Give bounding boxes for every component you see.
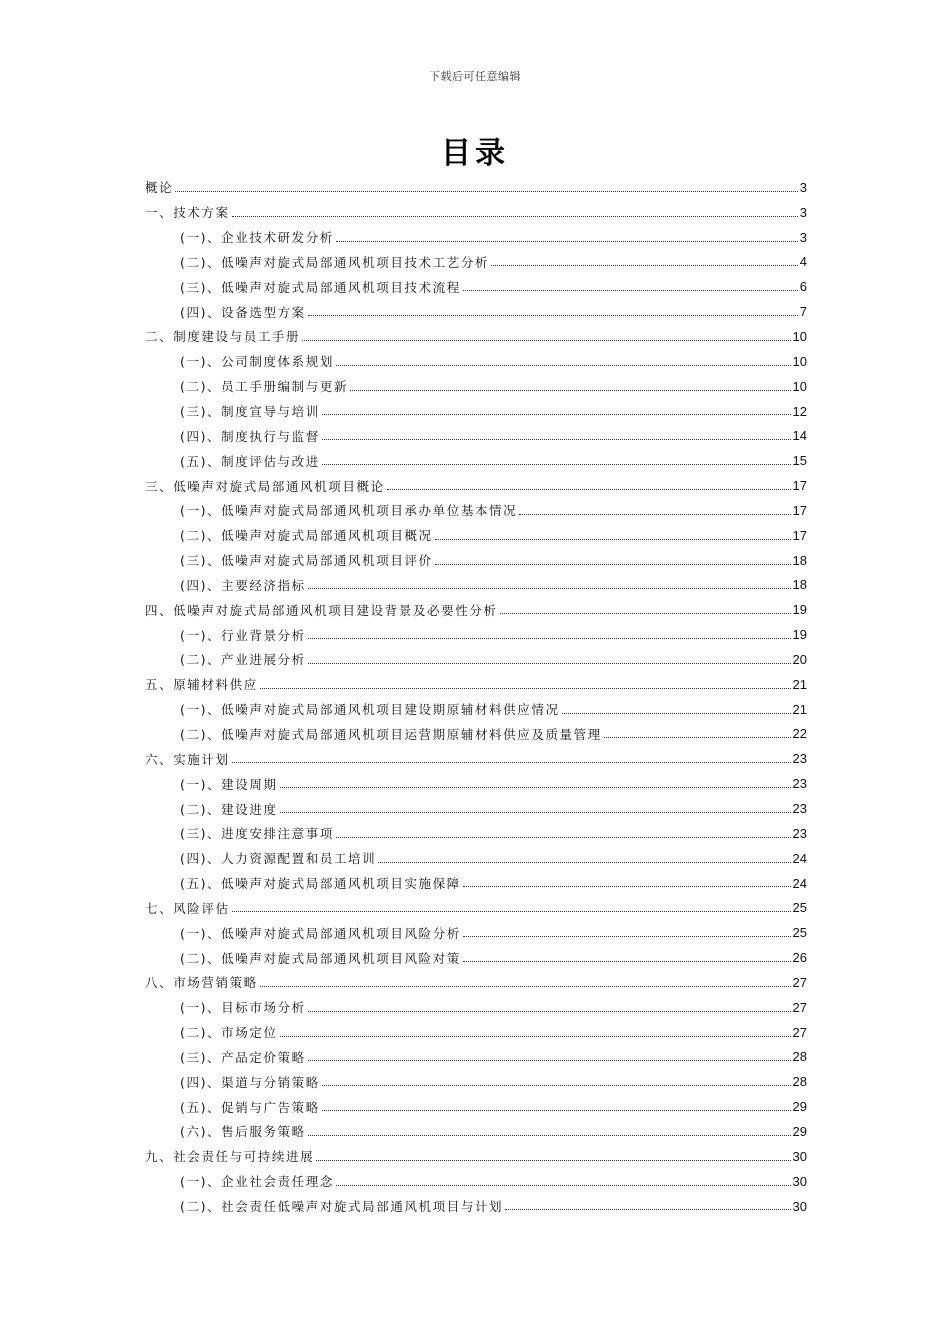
toc-entry-label: 概论	[145, 180, 174, 196]
toc-page-number: 10	[792, 378, 807, 394]
toc-entry-label: (二)、低噪声对旋式局部通风机项目风险对策	[180, 950, 461, 966]
toc-entry-label: (三)、进度安排注意事项	[180, 826, 334, 842]
toc-entry-label: (一)、目标市场分析	[180, 1000, 306, 1016]
document-title: 目录	[441, 136, 509, 171]
dot-leader	[280, 1035, 791, 1037]
dot-leader	[280, 811, 791, 813]
toc-page-number: 27	[792, 974, 807, 990]
toc-entry-label: (四)、制度执行与监督	[180, 428, 320, 444]
toc-page-number: 3	[799, 179, 807, 195]
toc-section-entry[interactable]	[145, 647, 807, 672]
toc-entry-label: (一)、低噪声对旋式局部通风机项目建设期原辅材料供应情况	[180, 702, 560, 718]
dot-leader	[308, 1134, 791, 1136]
toc-entry-label: (六)、售后服务策略	[180, 1124, 306, 1140]
dot-leader	[232, 215, 798, 217]
dot-leader	[500, 612, 791, 614]
toc-entry-label: (四)、设备选型方案	[180, 304, 306, 320]
toc-page-number: 17	[792, 527, 807, 543]
toc-chapter-entry[interactable]	[145, 672, 807, 697]
dot-leader	[463, 885, 791, 887]
toc-section-entry[interactable]	[145, 573, 807, 598]
toc-entry-label: (三)、低噪声对旋式局部通风机项目评价	[180, 553, 433, 569]
toc-entry-label: (一)、企业社会责任理念	[180, 1174, 334, 1190]
toc-page-number: 21	[792, 701, 807, 717]
toc-section-entry[interactable]	[145, 399, 807, 424]
dot-leader	[350, 389, 790, 391]
toc-chapter-entry[interactable]	[145, 970, 807, 995]
toc-entry-label: (一)、低噪声对旋式局部通风机项目风险分析	[180, 925, 461, 941]
toc-page-number: 30	[792, 1173, 807, 1189]
toc-section-entry[interactable]	[145, 1119, 807, 1144]
dot-leader	[316, 1159, 790, 1161]
toc-chapter-entry[interactable]	[145, 175, 807, 200]
dot-leader	[308, 637, 791, 639]
dot-leader	[322, 1084, 791, 1086]
page-header: 下载后可任意编辑	[429, 70, 521, 83]
toc-section-entry[interactable]	[145, 423, 807, 448]
toc-section-entry[interactable]	[145, 945, 807, 970]
toc-section-entry[interactable]	[145, 1020, 807, 1045]
toc-section-entry[interactable]	[145, 846, 807, 871]
toc-entry-label: 六、实施计划	[145, 751, 230, 767]
toc-page-number: 22	[792, 726, 807, 742]
toc-entry-label: 八、市场营销策略	[145, 975, 258, 991]
dot-leader	[308, 1059, 791, 1061]
toc-section-entry[interactable]	[145, 448, 807, 473]
dot-leader	[505, 1208, 790, 1210]
toc-page-number: 24	[792, 850, 807, 866]
toc-section-entry[interactable]	[145, 697, 807, 722]
toc-page-number: 7	[799, 304, 807, 320]
toc-entry-label: (一)、行业背景分析	[180, 627, 306, 643]
dot-leader	[322, 413, 791, 415]
toc-section-entry[interactable]	[145, 1194, 807, 1219]
dot-leader	[260, 985, 791, 987]
toc-entry-label: (五)、促销与广告策略	[180, 1099, 320, 1115]
dot-leader	[378, 861, 790, 863]
toc-chapter-entry[interactable]	[145, 473, 807, 498]
dot-leader	[308, 314, 798, 316]
dot-leader	[463, 960, 791, 962]
toc-page-number: 17	[792, 502, 807, 518]
toc-chapter-entry[interactable]	[145, 1144, 807, 1169]
dot-leader	[463, 289, 798, 291]
dot-leader	[280, 786, 791, 788]
toc-page-number: 12	[792, 403, 807, 419]
toc-section-entry[interactable]	[145, 299, 807, 324]
toc-chapter-entry[interactable]	[145, 895, 807, 920]
toc-entry-label: (三)、低噪声对旋式局部通风机项目技术流程	[180, 279, 461, 295]
toc-section-entry[interactable]	[145, 722, 807, 747]
toc-entry-label: 七、风险评估	[145, 900, 230, 916]
toc-entry-label: 一、技术方案	[145, 205, 230, 221]
toc-section-entry[interactable]	[145, 771, 807, 796]
toc-section-entry[interactable]	[145, 1069, 807, 1094]
toc-page-number: 27	[792, 1024, 807, 1040]
toc-chapter-entry[interactable]	[145, 597, 807, 622]
toc-section-entry[interactable]	[145, 1094, 807, 1119]
toc-page-number: 4	[799, 254, 807, 270]
dot-leader	[302, 339, 790, 341]
toc-section-entry[interactable]	[145, 920, 807, 945]
toc-chapter-entry[interactable]	[145, 746, 807, 771]
toc-section-entry[interactable]	[145, 523, 807, 548]
toc-section-entry[interactable]	[145, 274, 807, 299]
toc-entry-label: (一)、企业技术研发分析	[180, 230, 334, 246]
toc-page-number: 21	[792, 676, 807, 692]
table-of-contents	[145, 175, 807, 1218]
toc-entry-label: (三)、制度宣导与培训	[180, 404, 320, 420]
toc-chapter-entry[interactable]	[145, 324, 807, 349]
toc-entry-label: 九、社会责任与可持续进展	[145, 1149, 315, 1165]
toc-page-number: 23	[792, 776, 807, 792]
toc-entry-label: 二、制度建设与员工手册	[145, 329, 301, 345]
toc-page-number: 23	[792, 751, 807, 767]
toc-page-number: 24	[792, 875, 807, 891]
toc-entry-label: (二)、建设进度	[180, 801, 278, 817]
dot-leader	[435, 538, 791, 540]
toc-section-entry[interactable]	[145, 995, 807, 1020]
toc-entry-label: (四)、主要经济指标	[180, 577, 306, 593]
toc-entry-label: (二)、市场定位	[180, 1025, 278, 1041]
toc-section-entry[interactable]	[145, 349, 807, 374]
dot-leader	[260, 687, 791, 689]
toc-page-number: 18	[792, 552, 807, 568]
toc-section-entry[interactable]	[145, 821, 807, 846]
toc-page-number: 23	[792, 801, 807, 817]
dot-leader	[322, 438, 791, 440]
dot-leader	[322, 1109, 791, 1111]
toc-page-number: 14	[792, 428, 807, 444]
toc-page-number: 19	[792, 627, 807, 643]
dot-leader	[435, 563, 791, 565]
toc-section-entry[interactable]	[145, 548, 807, 573]
toc-entry-label: (五)、低噪声对旋式局部通风机项目实施保障	[180, 876, 461, 892]
toc-page-number: 29	[792, 1123, 807, 1139]
toc-page-number: 10	[792, 328, 807, 344]
toc-section-entry[interactable]	[145, 622, 807, 647]
dot-leader	[604, 736, 791, 738]
toc-entry-label: (一)、低噪声对旋式局部通风机项目承办单位基本情况	[180, 503, 518, 519]
dot-leader	[519, 513, 790, 515]
toc-page-number: 30	[792, 1148, 807, 1164]
dot-leader	[463, 935, 791, 937]
toc-page-number: 28	[792, 1074, 807, 1090]
dot-leader	[336, 240, 798, 242]
toc-section-entry[interactable]	[145, 374, 807, 399]
toc-page-number: 29	[792, 1099, 807, 1115]
toc-entry-label: (三)、产品定价策略	[180, 1049, 306, 1065]
toc-section-entry[interactable]	[145, 498, 807, 523]
toc-page-number: 20	[792, 651, 807, 667]
toc-entry-label: (一)、建设周期	[180, 776, 278, 792]
toc-chapter-entry[interactable]	[145, 200, 807, 225]
toc-page-number: 18	[792, 577, 807, 593]
toc-page-number: 25	[792, 925, 807, 941]
dot-leader	[308, 1010, 791, 1012]
toc-entry-label: 四、低噪声对旋式局部通风机项目建设背景及必要性分析	[145, 602, 498, 618]
toc-page-number: 17	[792, 478, 807, 494]
toc-entry-label: (二)、员工手册编制与更新	[180, 379, 349, 395]
toc-entry-label: (四)、渠道与分销策略	[180, 1074, 320, 1090]
toc-page-number: 15	[792, 453, 807, 469]
toc-entry-label: (一)、公司制度体系规划	[180, 354, 334, 370]
toc-entry-label: (二)、社会责任低噪声对旋式局部通风机项目与计划	[180, 1199, 504, 1215]
toc-entry-label: (四)、人力资源配置和员工培训	[180, 851, 377, 867]
toc-page-number: 30	[792, 1198, 807, 1214]
dot-leader	[562, 712, 791, 714]
toc-entry-label: (二)、低噪声对旋式局部通风机项目运营期原辅材料供应及质量管理	[180, 726, 602, 742]
toc-section-entry[interactable]	[145, 225, 807, 250]
dot-leader	[387, 488, 791, 490]
dot-leader	[308, 662, 791, 664]
dot-leader	[491, 264, 798, 266]
toc-page-number: 25	[792, 900, 807, 916]
dot-leader	[336, 836, 791, 838]
dot-leader	[232, 910, 791, 912]
toc-page-number: 3	[799, 229, 807, 245]
toc-entry-label: (五)、制度评估与改进	[180, 453, 320, 469]
toc-page-number: 26	[792, 950, 807, 966]
dot-leader	[232, 761, 791, 763]
toc-entry-label: (二)、产业进展分析	[180, 652, 306, 668]
toc-page-number: 23	[792, 825, 807, 841]
toc-entry-label: 三、低噪声对旋式局部通风机项目概论	[145, 478, 385, 494]
dot-leader	[175, 190, 798, 192]
dot-leader	[336, 364, 791, 366]
toc-section-entry[interactable]	[145, 796, 807, 821]
toc-page-number: 28	[792, 1049, 807, 1065]
toc-entry-label: 五、原辅材料供应	[145, 677, 258, 693]
toc-page-number: 6	[799, 279, 807, 295]
toc-section-entry[interactable]	[145, 871, 807, 896]
toc-page-number: 10	[792, 353, 807, 369]
toc-entry-label: (二)、低噪声对旋式局部通风机项目概况	[180, 528, 433, 544]
toc-section-entry[interactable]	[145, 1169, 807, 1194]
toc-entry-label: (二)、低噪声对旋式局部通风机项目技术工艺分析	[180, 254, 490, 270]
toc-page-number: 3	[799, 204, 807, 220]
dot-leader	[336, 1184, 791, 1186]
toc-section-entry[interactable]	[145, 250, 807, 275]
toc-page-number: 27	[792, 999, 807, 1015]
toc-section-entry[interactable]	[145, 1045, 807, 1070]
toc-page-number: 19	[792, 602, 807, 618]
dot-leader	[308, 587, 791, 589]
dot-leader	[322, 463, 791, 465]
